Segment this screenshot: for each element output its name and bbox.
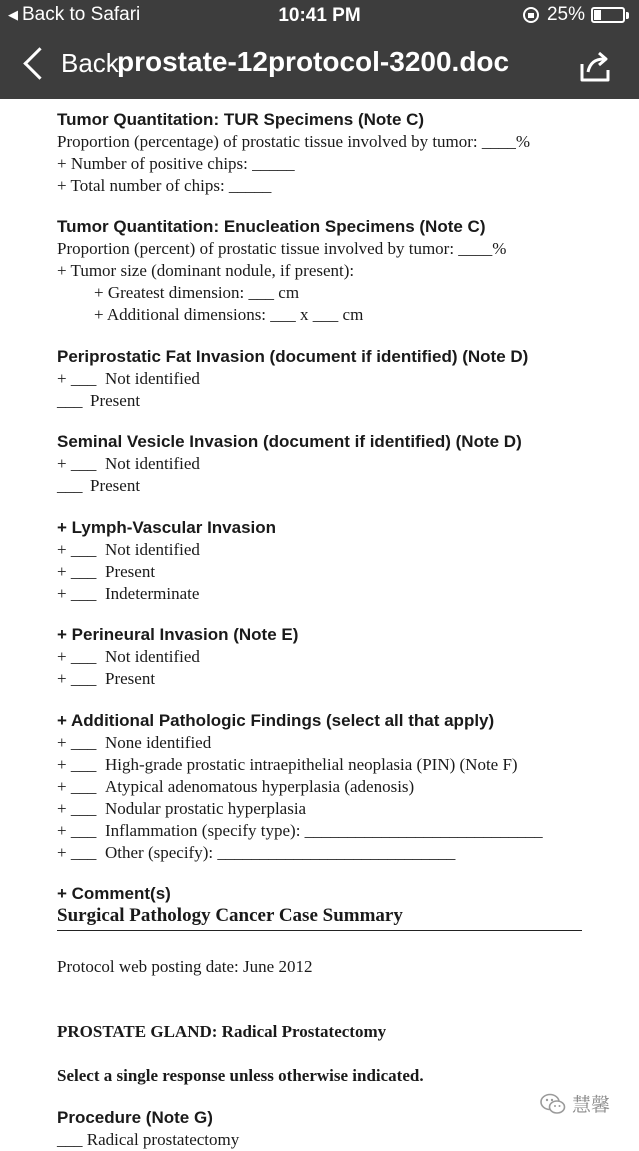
option-text: High-grade prostatic intraepithelial neoplasia (PIN) (Note F) (105, 755, 518, 774)
seminal-heading: Seminal Vesicle Invasion (document if identified) (Note D) (57, 432, 522, 451)
posting-date (57, 956, 617, 978)
rotation-lock-icon (523, 7, 539, 23)
option-text: Not identified (105, 647, 200, 666)
section-lymph (57, 517, 617, 605)
comments-heading: + Comment(s) (57, 884, 171, 903)
enucleation-subline: + Greatest dimension: ___ cm (94, 283, 300, 302)
share-icon[interactable] (578, 50, 612, 84)
option-text: Present (90, 476, 141, 495)
wechat-label: 慧馨 (572, 1095, 611, 1116)
gland-heading: PROSTATE GLAND: Radical Prostatectomy (57, 1022, 387, 1041)
tur-line: Proportion (percentage) of prostatic tissue involved by tumor: ____% (57, 132, 531, 151)
document-title: prostate-12protocol-3200.doc (117, 46, 510, 77)
battery-fill (594, 10, 601, 20)
option-row (57, 820, 617, 842)
option-mark: + ___ (57, 733, 97, 752)
option-mark: + ___ (57, 562, 97, 581)
enucleation-heading: Tumor Quantitation: Enucleation Specimens (Note C) (57, 217, 486, 236)
summary-title: Surgical Pathology Cancer Case Summary (57, 905, 582, 931)
option-row (57, 842, 617, 864)
section-seminal (57, 431, 617, 497)
option-text: Atypical adenomatous hyperplasia (adenosis) (105, 777, 415, 796)
tur-heading: Tumor Quantitation: TUR Specimens (Note C) (57, 110, 425, 129)
section-additional (57, 710, 617, 864)
section-periprostatic (57, 346, 617, 412)
option-row (57, 368, 617, 390)
enucleation-subline: + Additional dimensions: ___ x ___ cm (94, 305, 364, 324)
back-to-safari-label: Back to Safari (22, 4, 141, 25)
option-row (57, 646, 617, 668)
enucleation-line: + Tumor size (dominant nodule, if present): (57, 261, 355, 280)
section-perineural (57, 624, 617, 690)
option-row (57, 776, 617, 798)
option-text: Nodular prostatic hyperplasia (105, 799, 307, 818)
battery-icon (591, 7, 625, 23)
option-text: Not identified (105, 540, 200, 559)
battery-percent: 25% (546, 4, 585, 25)
option-row (57, 390, 617, 412)
wechat-watermark (540, 1090, 610, 1117)
option-text: Present (105, 669, 156, 688)
back-triangle-icon: ◀ (8, 7, 18, 22)
option-mark: + ___ (57, 647, 97, 666)
battery-cap (626, 12, 629, 19)
section-enucleation (57, 216, 617, 326)
option-mark: + ___ (57, 777, 97, 796)
option-text: Present (90, 391, 141, 410)
option-mark: ___ (57, 391, 83, 410)
option-row (57, 798, 617, 820)
option-text: Inflammation (specify type): ____________________________ (105, 821, 543, 840)
back-button[interactable] (20, 48, 119, 79)
procedure-partial-line: ___ Radical prostatectomy (57, 1130, 240, 1149)
procedure-heading: Procedure (Note G) (57, 1108, 213, 1127)
option-mark: + ___ (57, 799, 97, 818)
select-note: Select a single response unless otherwise indicated. (57, 1066, 424, 1085)
option-text: Other (specify): ____________________________ (105, 843, 456, 862)
nav-bar (0, 32, 639, 99)
option-mark: + ___ (57, 540, 97, 559)
document-content[interactable] (0, 99, 639, 1149)
status-time: 10:41 PM (278, 5, 361, 26)
option-row (57, 561, 617, 583)
option-row (57, 754, 617, 776)
perineural-heading: + Perineural Invasion (Note E) (57, 625, 299, 644)
option-row (57, 732, 617, 754)
option-row (57, 475, 617, 497)
section-comments (57, 883, 617, 931)
status-right (523, 4, 629, 26)
section-procedure (57, 1107, 617, 1149)
option-mark: + ___ (57, 755, 97, 774)
option-mark: + ___ (57, 669, 97, 688)
option-text: Indeterminate (105, 584, 200, 603)
chevron-left-icon (23, 47, 56, 80)
option-row (57, 668, 617, 690)
select-note-block (57, 1065, 617, 1087)
option-mark: + ___ (57, 369, 97, 388)
option-mark: + ___ (57, 821, 97, 840)
option-row (57, 583, 617, 605)
section-tur (57, 109, 617, 197)
gland-heading-block (57, 1021, 617, 1043)
tur-line: + Number of positive chips: _____ (57, 154, 295, 173)
app-header (0, 0, 639, 99)
option-mark: + ___ (57, 584, 97, 603)
option-row (57, 453, 617, 475)
lymph-heading: + Lymph-Vascular Invasion (57, 518, 277, 537)
option-mark: ___ (57, 476, 83, 495)
option-text: None identified (105, 733, 212, 752)
tur-line: + Total number of chips: _____ (57, 176, 272, 195)
additional-heading: + Additional Pathologic Findings (select all that apply) (57, 711, 495, 730)
option-text: Not identified (105, 454, 200, 473)
option-text: Not identified (105, 369, 200, 388)
back-button-label: Back (61, 48, 119, 78)
option-mark: + ___ (57, 843, 97, 862)
enucleation-line: Proportion (percent) of prostatic tissue involved by tumor: ____% (57, 239, 507, 258)
option-row (57, 539, 617, 561)
wechat-icon (540, 1093, 566, 1115)
option-mark: + ___ (57, 454, 97, 473)
periprostatic-heading: Periprostatic Fat Invasion (document if identified) (Note D) (57, 347, 529, 366)
status-bar (0, 0, 639, 32)
posting-date-text: Protocol web posting date: June 2012 (57, 957, 313, 976)
option-text: Present (105, 562, 156, 581)
